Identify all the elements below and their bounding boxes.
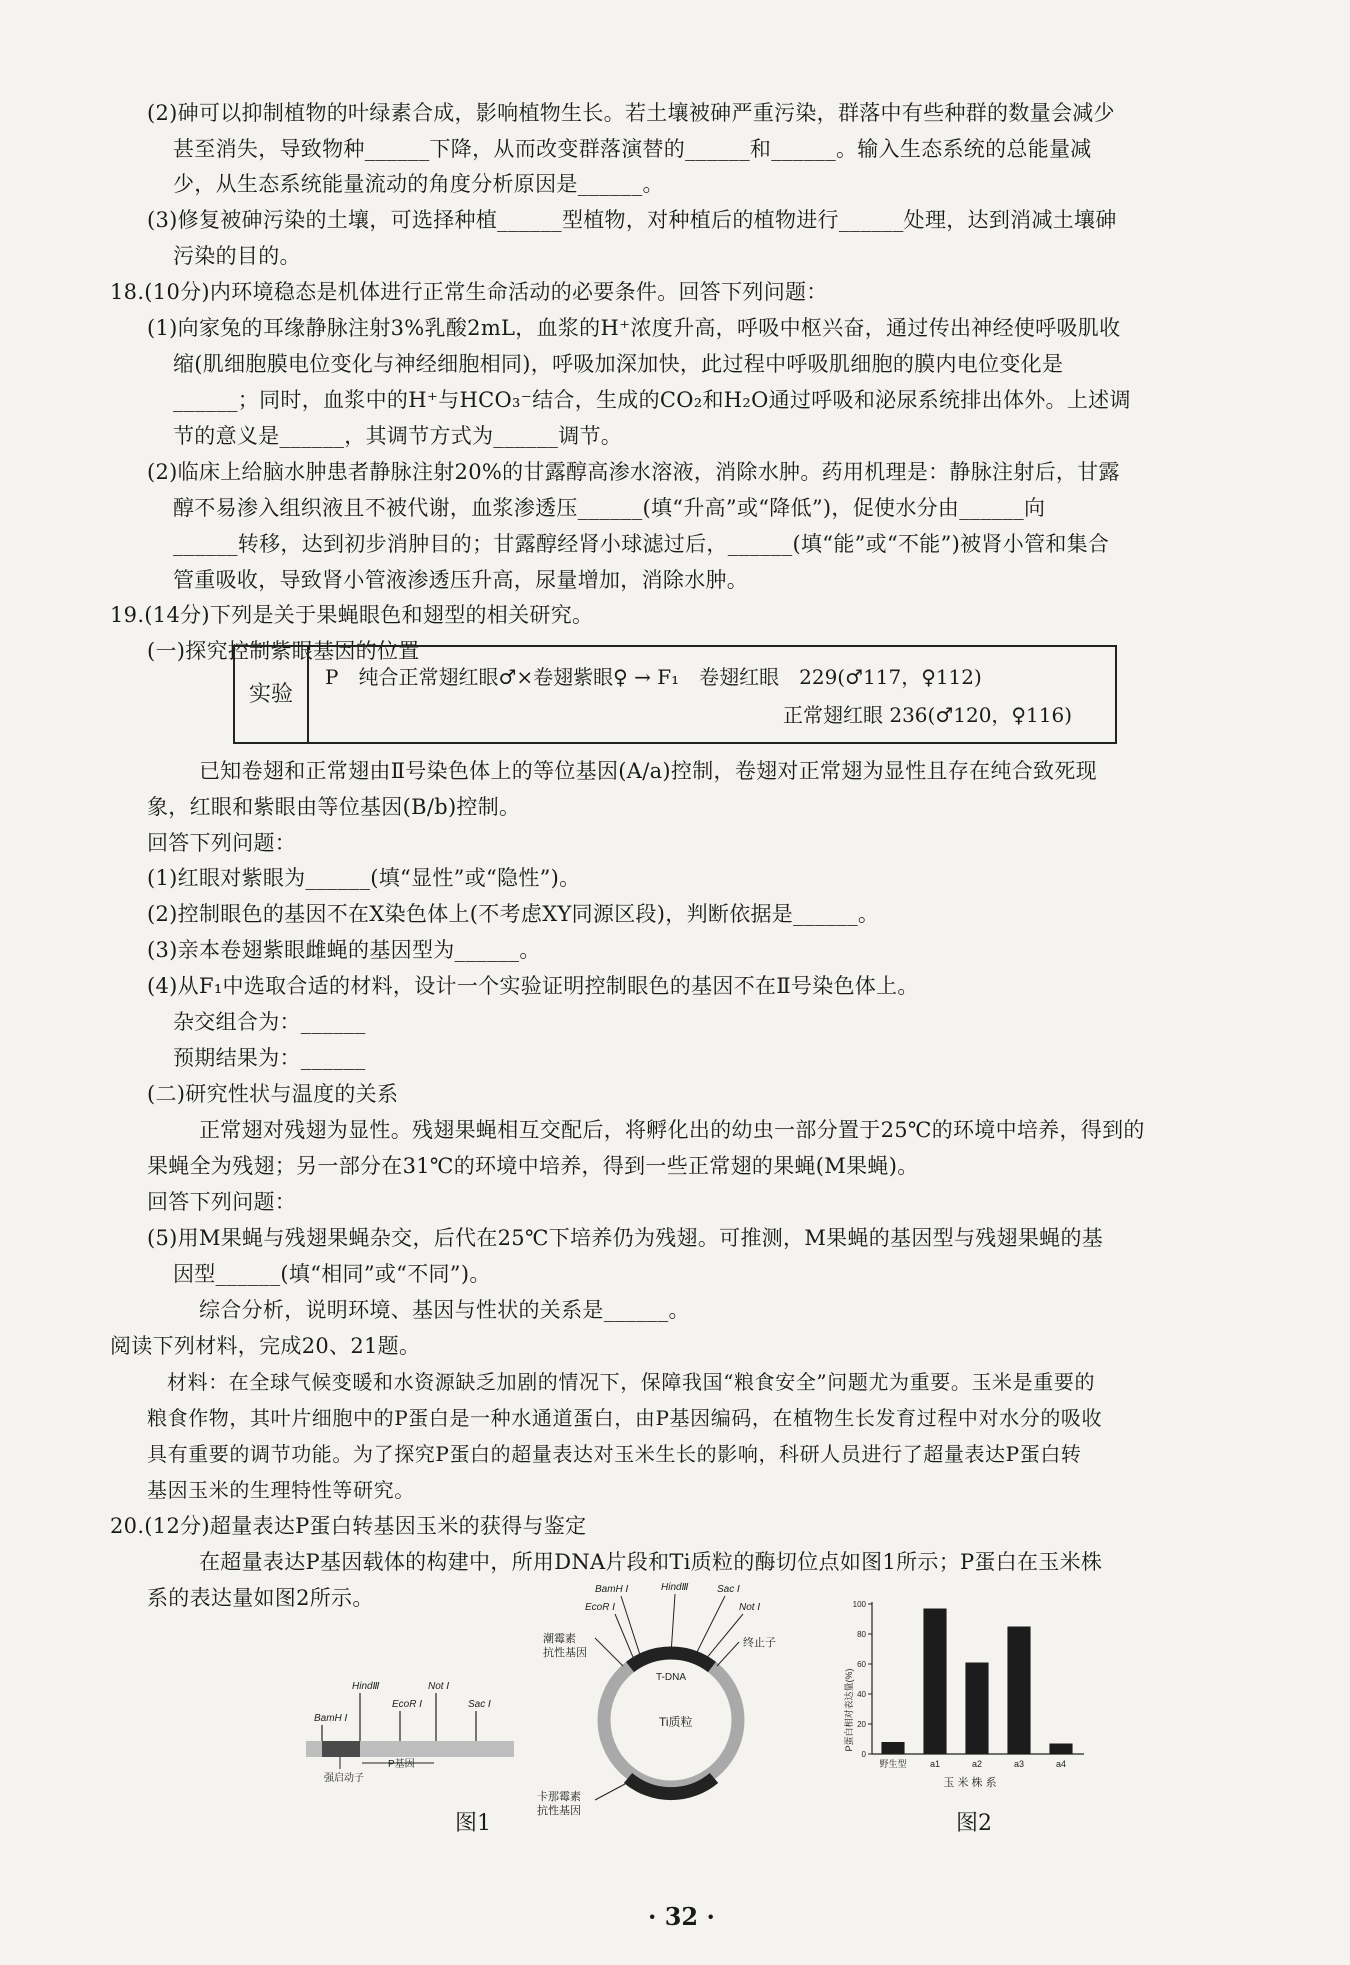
text-line: 系的表达量如图2所示。 bbox=[147, 1586, 374, 1610]
x-tick-label: a3 bbox=[1013, 1759, 1025, 1769]
section-heading: (一)探究控制紫眼基因的位置 bbox=[147, 639, 420, 663]
text-line: 杂交组合为：______ bbox=[173, 1010, 366, 1034]
y-tick-label: 60 bbox=[857, 1660, 866, 1669]
text-line: 因型______(填“相同”或“不同”)。 bbox=[173, 1262, 491, 1286]
figure-1-dna-fragment bbox=[300, 1665, 530, 1785]
text-line: 醇不易渗入组织液且不被代谢，血浆渗透压______(填“升高”或“降低”)，促使水分由______向 bbox=[173, 496, 1046, 520]
text-line: (2)控制眼色的基因不在X染色体上(不考虑XY同源区段)，判断依据是______。 bbox=[147, 902, 880, 926]
text-line: ______；同时，血浆中的H⁺与HCO₃⁻结合，生成的CO₂和H₂O通过呼吸和泌尿系统排出体外。上述调 bbox=[173, 388, 1131, 412]
text-line: 污染的目的。 bbox=[173, 244, 301, 268]
text-line: 果蝇全为残翅；另一部分在31℃的环境中培养，得到一些正常翅的果蝇(M果蝇)。 bbox=[147, 1154, 919, 1178]
question-heading: 20.(12分)超量表达P蛋白转基因玉米的获得与鉴定 bbox=[110, 1514, 587, 1538]
text-line: (4)从F₁中选取合适的材料，设计一个实验证明控制眼色的基因不在Ⅱ号染色体上。 bbox=[147, 974, 919, 998]
site-label: HindⅢ bbox=[661, 1582, 689, 1593]
material-line: 基因玉米的生理特性等研究。 bbox=[147, 1478, 415, 1502]
site-label: Not Ⅰ bbox=[739, 1602, 761, 1613]
terminator-label: 终止子 bbox=[743, 1637, 776, 1649]
text-line: ______转移，达到初步消肿目的；甘露醇经肾小球滤过后，______(填“能”或“不能”)被肾小管和集合 bbox=[173, 532, 1110, 556]
material-line: 材料：在全球气候变暖和水资源缺乏加剧的情况下，保障我国“粮食安全”问题尤为重要。玉米是重要的 bbox=[167, 1370, 1096, 1394]
text-line: 节的意义是______，其调节方式为______调节。 bbox=[173, 424, 623, 448]
hygromycin-label: 抗性基因 bbox=[543, 1647, 587, 1659]
site-label: BamH Ⅰ bbox=[314, 1713, 348, 1724]
experiment-row-1: P 纯合正常翅红眼♂×卷翅紫眼♀ → F₁ 卷翅红眼 229(♂117，♀112) bbox=[325, 665, 982, 689]
y-tick-label: 0 bbox=[861, 1750, 866, 1759]
x-tick-label: a2 bbox=[971, 1759, 983, 1769]
gene-label: P基因 bbox=[388, 1759, 415, 1770]
text-line: 象，红眼和紫眼由等位基因(B/b)控制。 bbox=[147, 795, 521, 819]
question-heading: 18.(10分)内环境稳态是机体进行正常生命活动的必要条件。回答下列问题： bbox=[110, 280, 828, 304]
bar-a4 bbox=[1049, 1744, 1072, 1755]
plasmid-name: Ti质粒 bbox=[659, 1715, 693, 1729]
material-line: 粮食作物，其叶片细胞中的P蛋白是一种水通道蛋白，由P基因编码，在植物生长发育过程中对水分的吸收 bbox=[147, 1406, 1103, 1430]
text-line: 正常翅对残翅为显性。残翅果蝇相互交配后，将孵化出的幼虫一部分置于25℃的环境中培养，得到的 bbox=[199, 1118, 1145, 1142]
text-line: 阅读下列材料，完成20、21题。 bbox=[110, 1334, 421, 1358]
promoter-segment bbox=[322, 1741, 360, 1757]
site-label: HindⅢ bbox=[352, 1681, 380, 1692]
experiment-box bbox=[233, 645, 1117, 744]
site-label: Sac Ⅰ bbox=[717, 1584, 740, 1595]
kanamycin-label: 抗性基因 bbox=[537, 1805, 581, 1817]
text-line: (1)向家兔的耳缘静脉注射3%乳酸2mL，血浆的H⁺浓度升高，呼吸中枢兴奋，通过传出神经使呼吸肌收 bbox=[147, 316, 1121, 340]
experiment-row-2: 正常翅红眼 236(♂120，♀116) bbox=[783, 703, 1073, 727]
figure-2-bar-chart bbox=[830, 1590, 1090, 1800]
question-heading: 19.(14分)下列是关于果蝇眼色和翅型的相关研究。 bbox=[110, 603, 594, 627]
y-axis-label: P蛋白相对表达量(%) bbox=[844, 1668, 854, 1752]
text-line: 少，从生态系统能量流动的角度分析原因是______。 bbox=[173, 172, 664, 196]
text-line: (2)临床上给脑水肿患者静脉注射20%的甘露醇高渗水溶液，消除水肿。药用机理是：静脉注射后，甘露 bbox=[147, 460, 1120, 484]
figure-2-caption: 图2 bbox=[956, 1811, 992, 1836]
y-tick-label: 20 bbox=[857, 1720, 866, 1729]
text-line: (5)用M果蝇与残翅果蝇杂交，后代在25℃下培养仍为残翅。可推测，M果蝇的基因型与残翅果蝇的基 bbox=[147, 1226, 1104, 1250]
x-axis-label: 玉 米 株 系 bbox=[943, 1777, 997, 1789]
text-line: 在超量表达P基因载体的构建中，所用DNA片段和Ti质粒的酶切位点如图1所示；P蛋白在玉米株 bbox=[199, 1550, 1103, 1574]
site-label: EcoR Ⅰ bbox=[392, 1699, 423, 1710]
hygromycin-label: 潮霉素 bbox=[543, 1633, 576, 1645]
bar-a1 bbox=[923, 1609, 946, 1755]
x-tick-label: 野生型 bbox=[879, 1759, 907, 1769]
text-line: 综合分析，说明环境、基因与性状的关系是______。 bbox=[199, 1298, 690, 1322]
text-line: (2)砷可以抑制植物的叶绿素合成，影响植物生长。若土壤被砷严重污染，群落中有些种群的数量会减少 bbox=[147, 101, 1115, 125]
text-line: (1)红眼对紫眼为______(填“显性”或“隐性”)。 bbox=[147, 866, 581, 890]
site-label: BamH Ⅰ bbox=[595, 1584, 629, 1595]
section-heading: (二)研究性状与温度的关系 bbox=[147, 1082, 399, 1106]
site-label: Not Ⅰ bbox=[428, 1681, 450, 1692]
x-tick-label: a4 bbox=[1055, 1759, 1067, 1769]
x-tick-label: a1 bbox=[929, 1759, 941, 1769]
y-tick-label: 40 bbox=[857, 1690, 866, 1699]
bar-野生型 bbox=[881, 1742, 904, 1754]
bar-a2 bbox=[965, 1663, 988, 1755]
text-line: 回答下列问题： bbox=[147, 831, 297, 855]
site-label: EcoR Ⅰ bbox=[585, 1602, 616, 1613]
page-number: · 32 · bbox=[648, 1902, 715, 1931]
text-line: 预期结果为：______ bbox=[173, 1046, 366, 1070]
t-dna-region bbox=[630, 1653, 712, 1667]
y-tick-label: 80 bbox=[857, 1630, 866, 1639]
site-label: Sac Ⅰ bbox=[468, 1699, 491, 1710]
bar-a3 bbox=[1007, 1627, 1030, 1755]
promoter-label: 强启动子 bbox=[324, 1773, 364, 1784]
material-line: 具有重要的调节功能。为了探究P蛋白的超量表达对玉米生长的影响，科研人员进行了超量表达P蛋白转 bbox=[147, 1442, 1082, 1466]
text-line: 回答下列问题： bbox=[147, 1190, 297, 1214]
y-tick-label: 100 bbox=[852, 1600, 866, 1609]
t-dna-label: T-DNA bbox=[656, 1672, 686, 1683]
figure-1-caption: 图1 bbox=[455, 1811, 491, 1836]
text-line: (3)亲本卷翅紫眼雌蝇的基因型为______。 bbox=[147, 938, 541, 962]
text-line: 甚至消失，导致物种______下降，从而改变群落演替的______和______。输入生态系统的总能量减 bbox=[173, 137, 1092, 161]
kanamycin-label: 卡那霉素 bbox=[537, 1791, 581, 1803]
ti-plasmid-figure bbox=[525, 1578, 800, 1820]
text-line: (3)修复被砷污染的土壤，可选择种植______型植物，对种植后的植物进行______处理，达到消减土壤砷 bbox=[147, 208, 1117, 232]
text-line: 已知卷翅和正常翅由Ⅱ号染色体上的等位基因(A/a)控制，卷翅对正常翅为显性且存在纯合致死现 bbox=[199, 759, 1097, 783]
experiment-label: 实验 bbox=[235, 647, 309, 742]
text-line: 管重吸收，导致肾小管液渗透压升高，尿量增加，消除水肿。 bbox=[173, 568, 749, 592]
text-line: 缩(肌细胞膜电位变化与神经细胞相同)，呼吸加深加快，此过程中呼吸肌细胞的膜内电位变化是 bbox=[173, 352, 1064, 376]
